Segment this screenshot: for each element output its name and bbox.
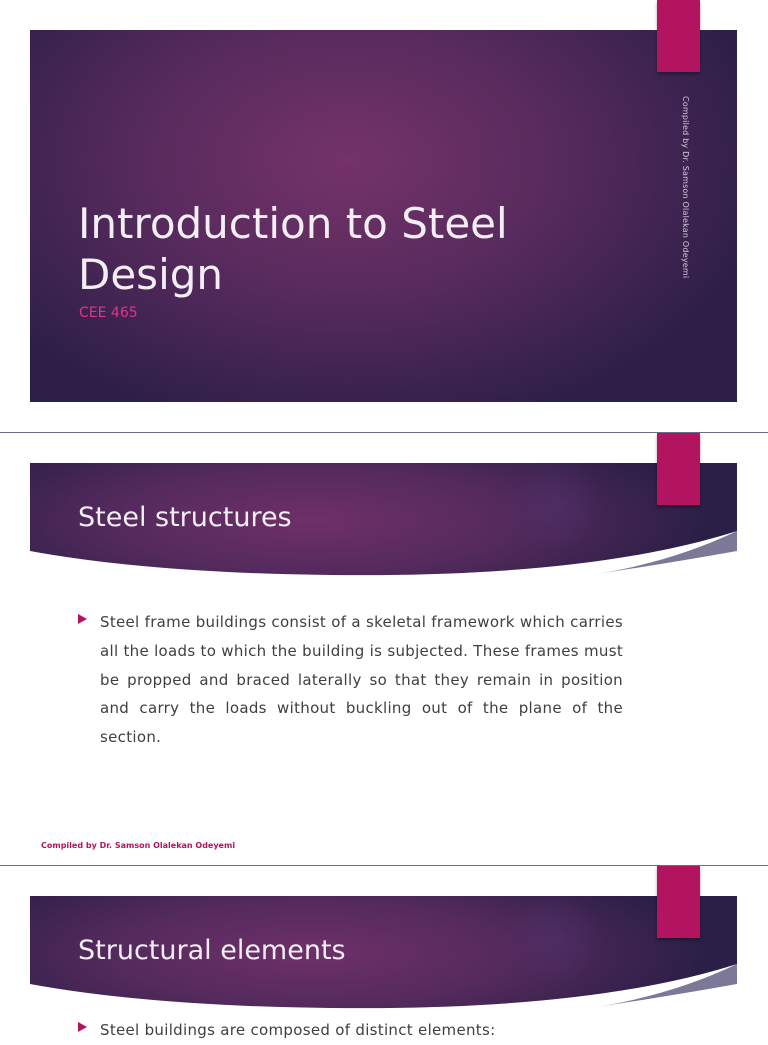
- bullet-triangle-icon: [78, 614, 87, 624]
- header-glow: [500, 463, 610, 548]
- bullet-text: Steel buildings are composed of distinct elements:: [100, 1021, 496, 1039]
- bullet-text: Steel frame buildings consist of a skeletal framework which carries all the loads to which the building is subjected. These frames must be propped and braced laterally so that they remain in position and carry the loads without buckling out of the plane of the section.: [100, 613, 623, 747]
- slide-heading: Steel structures: [78, 502, 292, 533]
- footer-credit: Compiled by Dr. Samson Olalekan Odeyemi: [41, 841, 236, 850]
- slide-heading: Structural elements: [78, 935, 346, 966]
- slide-steel-structures: [0, 433, 768, 865]
- bullet-item: [78, 608, 623, 752]
- slide-structural-elements: [0, 866, 768, 1039]
- bullet-triangle-icon: [78, 1022, 87, 1032]
- accent-tab: [657, 866, 700, 938]
- vertical-credit: Compiled by Dr. Samson Olalekan Odeyemi: [681, 96, 690, 279]
- accent-tab: [657, 0, 700, 72]
- slide-title: [0, 0, 768, 432]
- page-title: Introduction to Steel Design: [78, 199, 508, 299]
- bullet-item: [78, 1016, 623, 1045]
- header-glow: [500, 896, 610, 981]
- accent-tab: [657, 433, 700, 505]
- course-code: CEE 465: [79, 305, 138, 321]
